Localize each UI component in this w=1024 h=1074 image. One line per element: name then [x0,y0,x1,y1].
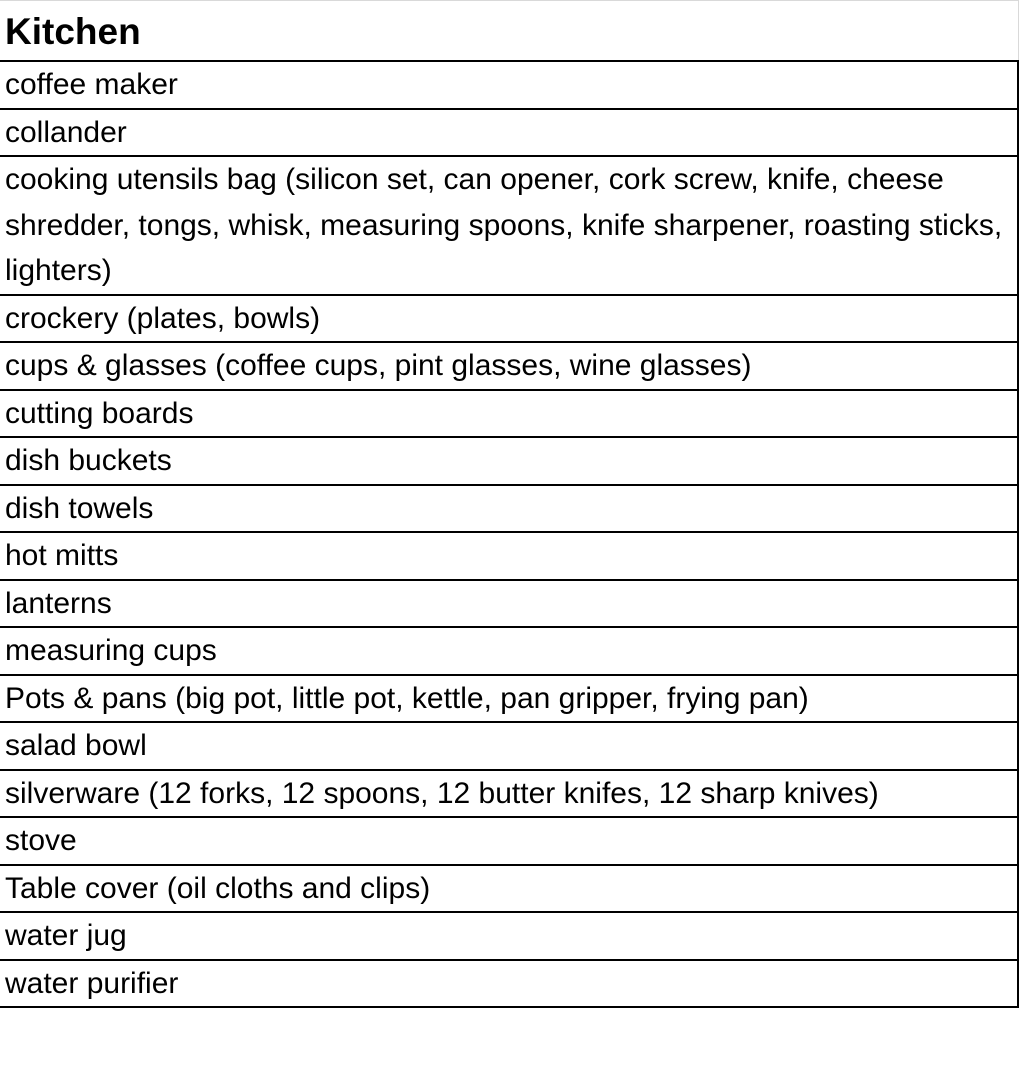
item-cell[interactable]: dish buckets [0,437,1018,485]
table-row [0,675,1018,723]
item-cell[interactable]: cutting boards [0,390,1018,438]
item-cell[interactable]: lanterns [0,580,1018,628]
item-cell[interactable]: measuring cups [0,627,1018,675]
table-row [0,817,1018,865]
table-row [0,109,1018,157]
table-row [0,912,1018,960]
table-row [0,580,1018,628]
title-cell[interactable] [0,1,1019,60]
table-row [0,627,1018,675]
table-row [0,61,1018,109]
item-cell[interactable]: salad bowl [0,722,1018,770]
item-cell[interactable]: coffee maker [0,61,1018,109]
item-cell[interactable]: Table cover (oil cloths and clips) [0,865,1018,913]
item-cell[interactable]: cooking utensils bag (silicon set, can opener, cork screw, knife, cheese shredder, tongs, whisk, measuring spoons, knife sharpener, roasting sticks, lighters) [0,156,1018,295]
table-row [0,342,1018,390]
item-cell[interactable]: water jug [0,912,1018,960]
item-cell[interactable]: crockery (plates, bowls) [0,295,1018,343]
table-row [0,770,1018,818]
item-cell[interactable]: water purifier [0,960,1018,1008]
item-cell[interactable]: collander [0,109,1018,157]
item-cell[interactable]: stove [0,817,1018,865]
table-row [0,437,1018,485]
items-table [0,60,1019,1008]
table-row [0,390,1018,438]
table-row [0,485,1018,533]
item-cell[interactable]: Pots & pans (big pot, little pot, kettle, pan gripper, frying pan) [0,675,1018,723]
item-cell[interactable]: hot mitts [0,532,1018,580]
table-row [0,532,1018,580]
table-row [0,156,1018,295]
table-row [0,865,1018,913]
table-row [0,960,1018,1008]
table-row [0,722,1018,770]
table-row [0,295,1018,343]
sheet-title: Kitchen [5,11,141,52]
item-cell[interactable]: silverware (12 forks, 12 spoons, 12 butter knifes, 12 sharp knives) [0,770,1018,818]
item-cell[interactable]: cups & glasses (coffee cups, pint glasses, wine glasses) [0,342,1018,390]
item-cell[interactable]: dish towels [0,485,1018,533]
